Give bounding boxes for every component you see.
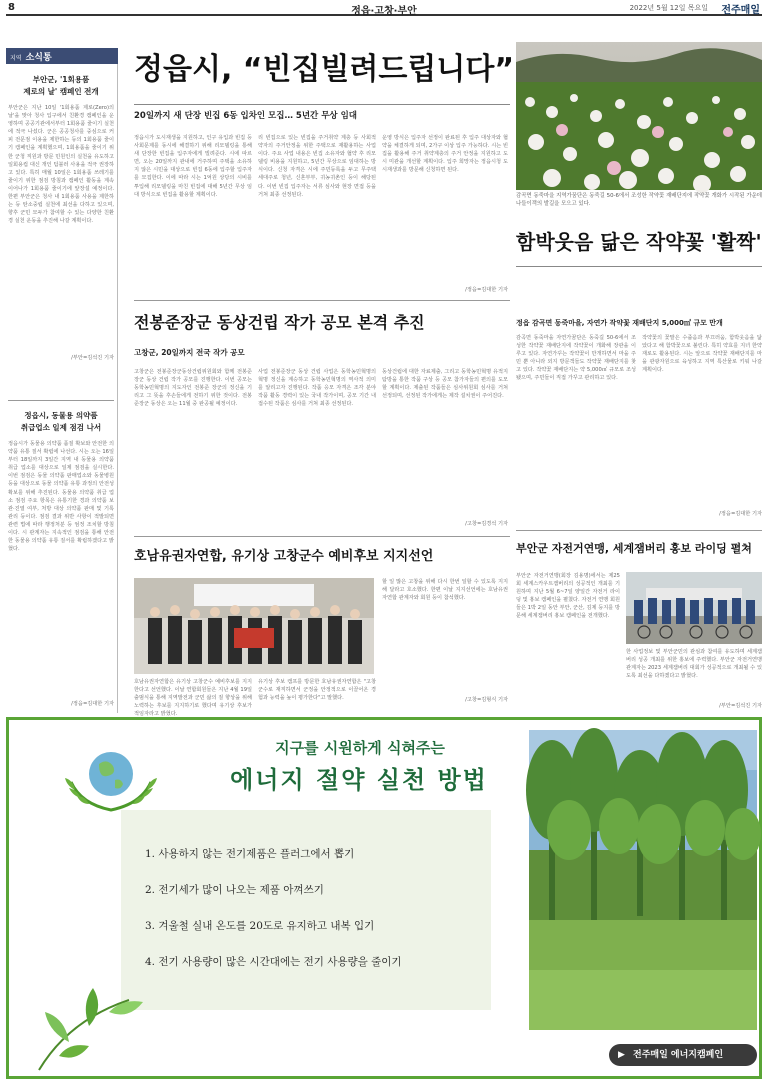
page-number: 8 (8, 2, 15, 13)
ad-tips-box (121, 810, 491, 1010)
article-flower-sign: /정읍=김대한 기자 (719, 511, 762, 517)
article-2-title: 전봉준장군 동상건립 작가 공모 본격 추진 (134, 313, 425, 332)
sidebar-item-1-sign: /부안=김석진 기자 (71, 355, 114, 361)
forest-image (529, 730, 757, 1030)
article-4-sign: /부안=김석진 기자 (719, 703, 762, 709)
sidebar-item-1 (8, 74, 114, 362)
article-3-column-2: 유기상 후보 캠프를 방문한 호남유권자연합은 "고창군수로 재직하면서 군정을 안정적으로 이끌어온 경험과 능력을 높이 평가한다"고 말했다. (258, 679, 376, 702)
ad-forest-photo (529, 730, 757, 1030)
article-2-sign: /고창=김경석 기자 (465, 521, 508, 527)
article-2-subtitle: 고창군, 20일까지 전국 작가 공모 (134, 348, 245, 357)
sidebar-title-bar (6, 48, 118, 64)
page-header (6, 0, 762, 16)
ad-headline-1: 지구를 시원하게 식혀주는 (275, 739, 445, 757)
article-3-title: 호남유권자연합, 유기상 고창군수 예비후보 지지선언 (134, 549, 434, 564)
ad-tip-item: 1. 사용하지 않는 전기제품은 플러그에서 뽑기 (145, 848, 355, 860)
peony-photo-caption: 감곡면 동죽마을 지역가꿈단은 동죽길 50-6에서 조성한 작약꽃 재배단지에 작약꽃 개화가 시작된 가운데 나들이객의 발길을 모으고 있다. (516, 193, 762, 207)
article-flower-column-2: 작약꽃의 꽃말은 수줍음과 부끄러움, 함박웃음을 닮았다고 해 함박꽃으로 불린다. 특히 약효를 지녀 한약재로도 활용된다. 시는 앞으로 작약꽃 재배단지를 마을 관광자원으로 육성하고 지역 특산물로 키워 나갈 계획이다. (642, 335, 762, 374)
article-1-rule (134, 104, 510, 105)
article-4-title: 부안군 자전거연맹, 세계잼버리 홍보 라이딩 펼쳐 (516, 542, 752, 555)
campaign-name: 전주매일 에너지캠페인 (633, 1050, 724, 1060)
article-flower-title: 함박웃음 닮은 작약꽃 '활짝' (516, 230, 762, 254)
sidebar-item-2 (8, 410, 114, 708)
publication-name: 전주매일 (721, 5, 760, 16)
article-flower-subtitle: 정읍 감곡면 동죽마을, 자연가 작약꽃 재배단지 5,000㎡ 규모 만개 (516, 319, 723, 327)
sidebar-item-2-body: 정읍시가 동물용 의약품 품질 확보와 안전한 의약품 유통 질서 확립에 나선다. 시는 오는 16일부터 18일까지 3일간 지역 내 동물용 의약품 취급 업소를 대상으로 일제 점검을 실시한다. 이번 점검은 동물 의약품 판매업소와 동물병원 등을 대상으로 동물 의약품 유통 과정의 안전성 확보를 위해 추진된다. 동물용 의약품 취급 업소 점검 주요 항목은 유통기한 경과 의약품 보관·진열 여부, 처방 대상 의약품 판매 및 기록 관리 등이다. 점검 결과 위반 사항이 적발되면 관련 법에 따라 행정처분 등 엄정 조치할 방침이다. 시 관계자는 지속적인 점검을 통해 안전한 동물용 의약품 유통 질서를 확립하겠다고 밝혔다. (8, 441, 114, 553)
issue-date: 2022년 5월 12일 목요일 (629, 4, 708, 12)
sidebar-title: 소식통 (25, 53, 52, 63)
article-flower-column-1: 감곡면 동죽마을 자연가꿈단은 동죽길 50-6에서 조성한 작약꽃 재배단지에 작약꽃이 개화해 장관을 이루고 있다. 자연가꾸는 작약꽃이 만개하면서 마을 주민 뿐 아니라 외지 방문객들도 작약꽃 재배단지를 찾고 있다. 작약꽃 재배단지는 약 5,000㎡ 규모로 조성됐으며, 주민들이 직접 가꾸고 관리하고 있다. (516, 335, 636, 382)
peony-field-photo (516, 42, 762, 190)
leaf-decoration-icon (29, 980, 149, 1074)
article-2-column-1: 고창군은 전봉준장군동상건립위원회와 함께 전봉준장군 동상 건립 작가 공모를 진행한다. 이번 공모는 동학농민혁명의 지도자인 전봉준 장군의 정신을 기리고 그 뜻을 후손들에게 전하기 위한 것이다. 전봉준장군 동상은 오는 11월 중 완공될 예정이다. (134, 369, 252, 408)
article-3-column-3: 할 일 많은 고창을 위해 다시 한번 일할 수 있도록 지지해 달라고 호소했다. 한편 이날 지지선언에는 호남유권자연합 관계자와 회원 등이 참석했다. (382, 579, 508, 602)
article-1-column-3: 운영 방식은 입주자 선정이 완료된 후 입주 대상자와 협약을 체결하게 되며, 2가구 이상 입주 가능하다. 시는 빈집을 활용해 주거 취약계층의 주거 안정을 지원하고 도시 미관을 개선할 계획이다. 입주 희망자는 정읍시청 도시재생과를 방문해 신청하면 된다. (382, 135, 508, 174)
campaign-badge (609, 1044, 757, 1066)
sidebar-label: 지역 (10, 55, 22, 62)
sidebar-item-2-title-line2: 취급업소 일제 점검 나서 (20, 423, 102, 432)
article-1-sign: /정읍=김대한 기자 (465, 287, 508, 293)
article-4-top-rule (516, 530, 762, 531)
sidebar-item-1-title-line2: 제로의 날' 캠페인 전개 (23, 87, 99, 96)
article-1-column-2: 리 빈집으로 있는 빈집을 주거취약 계층 등 사회적 약자의 주거안정을 위한 주택으로 재활용하는 사업이다. 주요 사업 내용은 빈집 소유자와 협약 후 리모델링 비용을 지원하고, 5년간 무상으로 임대하는 방식이다. 신청 자격은 시에 주민등록을 두고 무주택 세대주로 청년, 신혼부부, 귀농귀촌인 등이 해당된다. 이번 빈집 입주자는 서류 심사와 현장 면접 등을 거쳐 최종 선정된다. (258, 135, 376, 198)
ad-tip-item: 3. 겨울철 실내 온도를 20도로 유지하고 내복 입기 (145, 920, 375, 932)
energy-campaign-ad (6, 717, 762, 1079)
section-title: 정읍·고창·부안 (351, 6, 417, 17)
endorsement-group-photo (134, 578, 374, 674)
article-1-title: 정읍시, “빈집빌려드립니다” (134, 52, 515, 87)
sidebar-item-2-sign: /정읍=김대한 기자 (71, 701, 114, 707)
article-2-column-3: 동상건립에 대한 자료제출, 그리고 동학농민혁명 유적지 탐방을 통한 작품 구상 등 공모 참가자들의 편의를 도모할 계획이다. 제출된 작품들은 심사위원회 심사를 거쳐 선정되며, 선정된 작가에게는 제작 설치권이 주어진다. (382, 369, 508, 400)
article-2-column-2: 사업 전봉준장군 동상 건립 사업은 동학농민혁명의 혁명 정신을 계승하고 동학농민혁명의 역사적 의미를 알리고자 진행된다. 작품 응모 자격은 조각 분야 작품 활동 경력이 있는 국내 작가이며, 공모 기간 내 접수된 작품은 심사를 거쳐 최종 선정된다. (258, 369, 376, 408)
cycling-group-photo (626, 572, 762, 644)
article-3-sign: /고창=김형식 기자 (465, 697, 508, 703)
peony-field-image (516, 42, 762, 190)
sidebar-item-2-title-line1: 정읍시, 동물용 의약품 (24, 411, 98, 420)
endorsement-photo-image (134, 578, 374, 674)
play-triangle-icon: ▶ (618, 1050, 625, 1060)
article-1-subtitle: 20일까지 새 단장 빈집 6동 입차인 모집… 5년간 무상 임대 (134, 111, 358, 121)
sidebar-item-1-title-line1: 부안군, '1회용품 (32, 75, 90, 84)
article-3-column-1: 호남유권자연합은 유기상 고창군수 예비후보를 지지한다고 선언했다. 이날 연합회원들은 지난 4월 19일 출범식을 통해 지역발전과 군민 삶의 질 향상을 위해 노력하는 후보를 지지하기로 했다며 유기상 후보가 적임자라고 밝혔다. (134, 679, 252, 718)
article-1-column-1: 정읍시가 도시재생을 지원하고, 인구 유입과 빈집 등 사회문제를 동시에 해결하기 위해 리모델링을 통해 새 단장한 빈집을 입주자에게 빌려준다. 시에 따르면, 오는 20일까지 관내에 거주하며 주택을 소유하지 않은 시민을 대상으로 빈집 6동에 입주할 입주자를 모집한다. 이에 따라 시는 1억원 상당의 시비를 투입해 리모델링을 마친 빈집에 대해 5년간 무상 임대 방식으로 빈집을 활용할 계획이다. (134, 135, 252, 198)
cycling-photo-image (626, 572, 762, 644)
article-4-column-1: 부안군 자전거연맹(회장 김용명)에서는 제25회 세계스카우트잼버리의 성공적인 개최를 기원하며 지난 5월 6~7일 양일간 자전거 라이딩 및 홍보 캠페인을 펼쳤다. 자전거 연맹 회원들은 1박 2일 동안 부안, 군산, 김제 등지를 방문해 세계잼버리 홍보 캠페인을 전개했다. (516, 573, 620, 620)
ad-tip-item: 2. 전기세가 많이 나오는 제품 아껴쓰기 (145, 884, 324, 896)
article-4-column-2: 한 사업정보 및 부안군민의 관심과 참여를 유도하며 세계잼버리 성공 개최를 위한 홍보에 주력했다. 부안군 자전거연맹 관계자는 2023 세계잼버리 대회가 성공적으로 개최될 수 있도록 최선을 다하겠다고 밝혔다. (626, 649, 762, 680)
article-flower-rule (516, 266, 762, 267)
article-2-top-rule (134, 300, 510, 301)
sidebar-item-1-body: 부안군은 지난 10일 '1회용품 제로(Zero)의 날'을 맞아 청사 입구에서 친환경 캠페인을 운영하며 공공기관에서부터 1회용품 줄이기 실천에 적극 나섰다. 군은 공공청사를 중심으로 커피 전문점 이용을 제한하는 등의 1회용품 줄이기 캠페인을 계획했으며, 1회용품을 줄이기 위한 군청 직원과 방문 민원인의 실천을 유도하고 일회용컵 대신 개인 텀블러 사용을 적극 권장하고 있다. 특히 매월 10일은 1회용품 쓰레기를 줄이기 위한 점검 방침과 캠페인 활동을 계속 이어나가 1회용품 줄이기에 앞장설 예정이다. 한편 부안군은 청사 내 1회용품 사용을 제한하는 등 탄소중립 실천에 최선을 다하고 있으며, 향후 군민 모두가 참여할 수 있는 다양한 친환경 실천 운동을 추진해 나갈 계획이다. (8, 105, 114, 225)
ad-tips-list (121, 810, 491, 980)
ad-tip-item: 4. 전기 사용량이 많은 시간대에는 전기 사용량을 줄이기 (145, 956, 402, 968)
sidebar-divider (8, 400, 114, 401)
ad-headline-2: 에너지 절약 실천 방법 (230, 766, 488, 794)
article-3-top-rule (134, 536, 510, 537)
